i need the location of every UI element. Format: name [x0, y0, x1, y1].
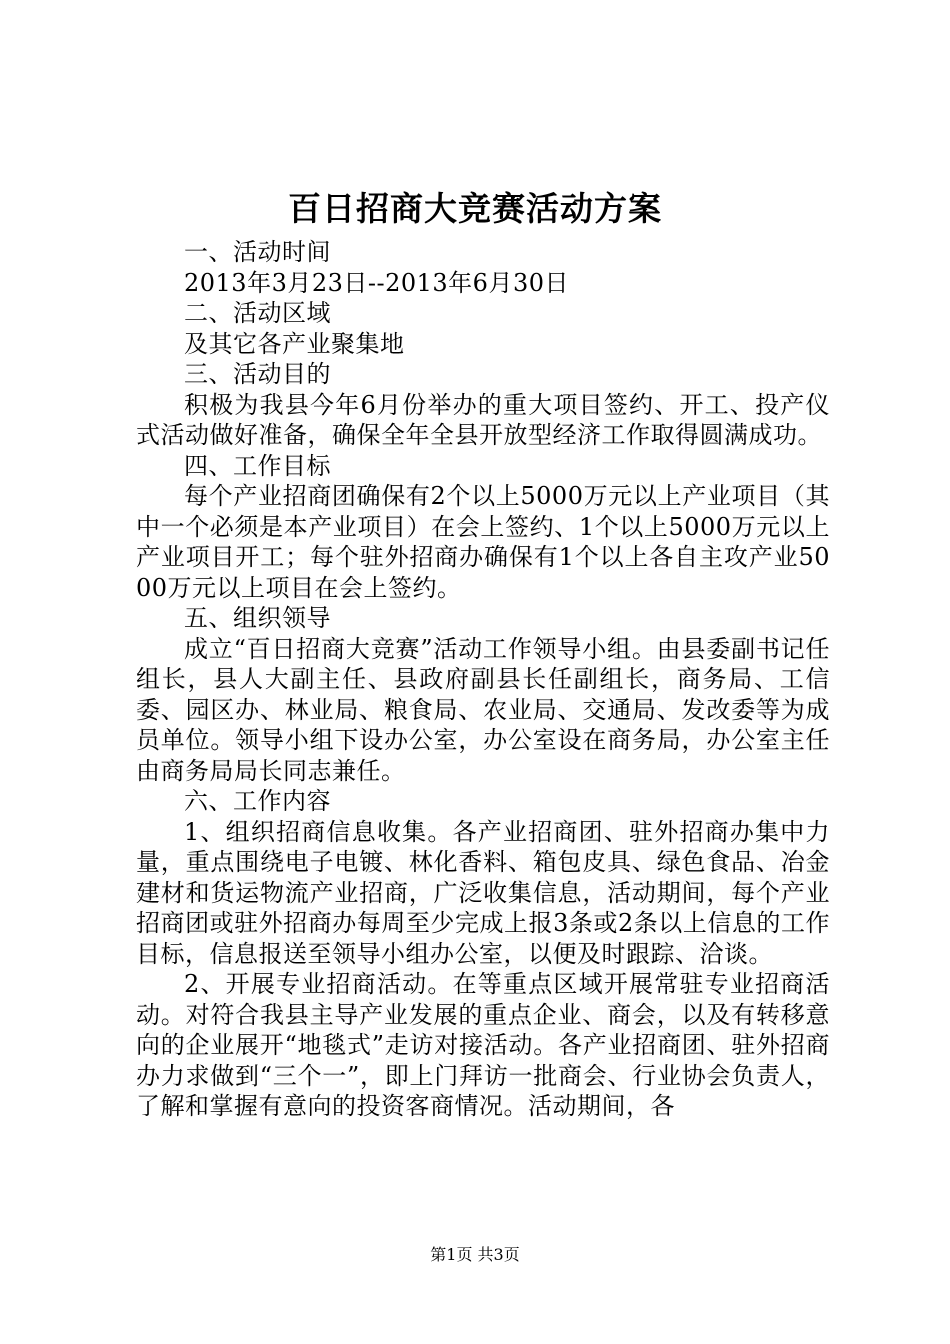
- body-paragraph: 2、开展专业招商活动。在等重点区域开展常驻专业招商活动。对符合我县主导产业发展的重点企业、商会，以及有转移意向的企业展开“地毯式”走访对接活动。各产业招商团、驻外招商办力求做到“三个一”，即上门拜访一批商会、行业协会负责人，了解和掌握有意向的投资客商情况。活动期间，各: [136, 970, 830, 1120]
- section-heading: 五、组织领导: [184, 604, 331, 632]
- section-heading: 三、活动目的: [184, 360, 331, 388]
- body-paragraph: 成立“百日招商大竞赛”活动工作领导小组。由县委副书记任组长，县人大副主任、县政府副县长任副组长，商务局、工信委、园区办、林业局、粮食局、农业局、交通局、发改委等为成员单位。领导小组下设办公室，办公室设在商务局，办公室主任由商务局局长同志兼任。: [136, 634, 830, 785]
- section-heading: 四、工作目标: [184, 451, 331, 480]
- page-number-footer: 第1页 共3页: [430, 1245, 520, 1264]
- document-title: 百日招商大竞赛活动方案: [288, 189, 662, 228]
- section-heading: 六、工作内容: [184, 787, 331, 815]
- body-paragraph: 每个产业招商团确保有2个以上5000万元以上产业项目（其中一个必须是本产业项目）在会上签约、1个以上5000万元以上产业项目开工；每个驻外招商办确保有1个以上各自主攻产业5000万元以上项目在会上签约。: [136, 482, 830, 602]
- section-heading: 一、活动时间: [184, 238, 331, 266]
- section-heading: 二、活动区域: [184, 299, 331, 327]
- body-paragraph: 及其它各产业聚集地: [184, 329, 405, 358]
- document-body: [136, 237, 830, 1122]
- body-paragraph: 积极为我县今年6月份举办的重大项目签约、开工、投产仪式活动做好准备，确保全年全县开放型经济工作取得圆满成功。: [136, 390, 830, 449]
- body-paragraph: 2013年3月23日--2013年6月30日: [184, 268, 569, 297]
- body-paragraph: 1、组织招商信息收集。各产业招商团、驻外招商办集中力量，重点围绕电子电镀、林化香料、箱包皮具、绿色食品、冶金建材和货运物流产业招商，广泛收集信息，活动期间，每个产业招商团或驻外招商办每周至少完成上报3条或2条以上信息的工作目标，信息报送至领导小组办公室，以便及时跟踪、洽谈。: [136, 817, 830, 968]
